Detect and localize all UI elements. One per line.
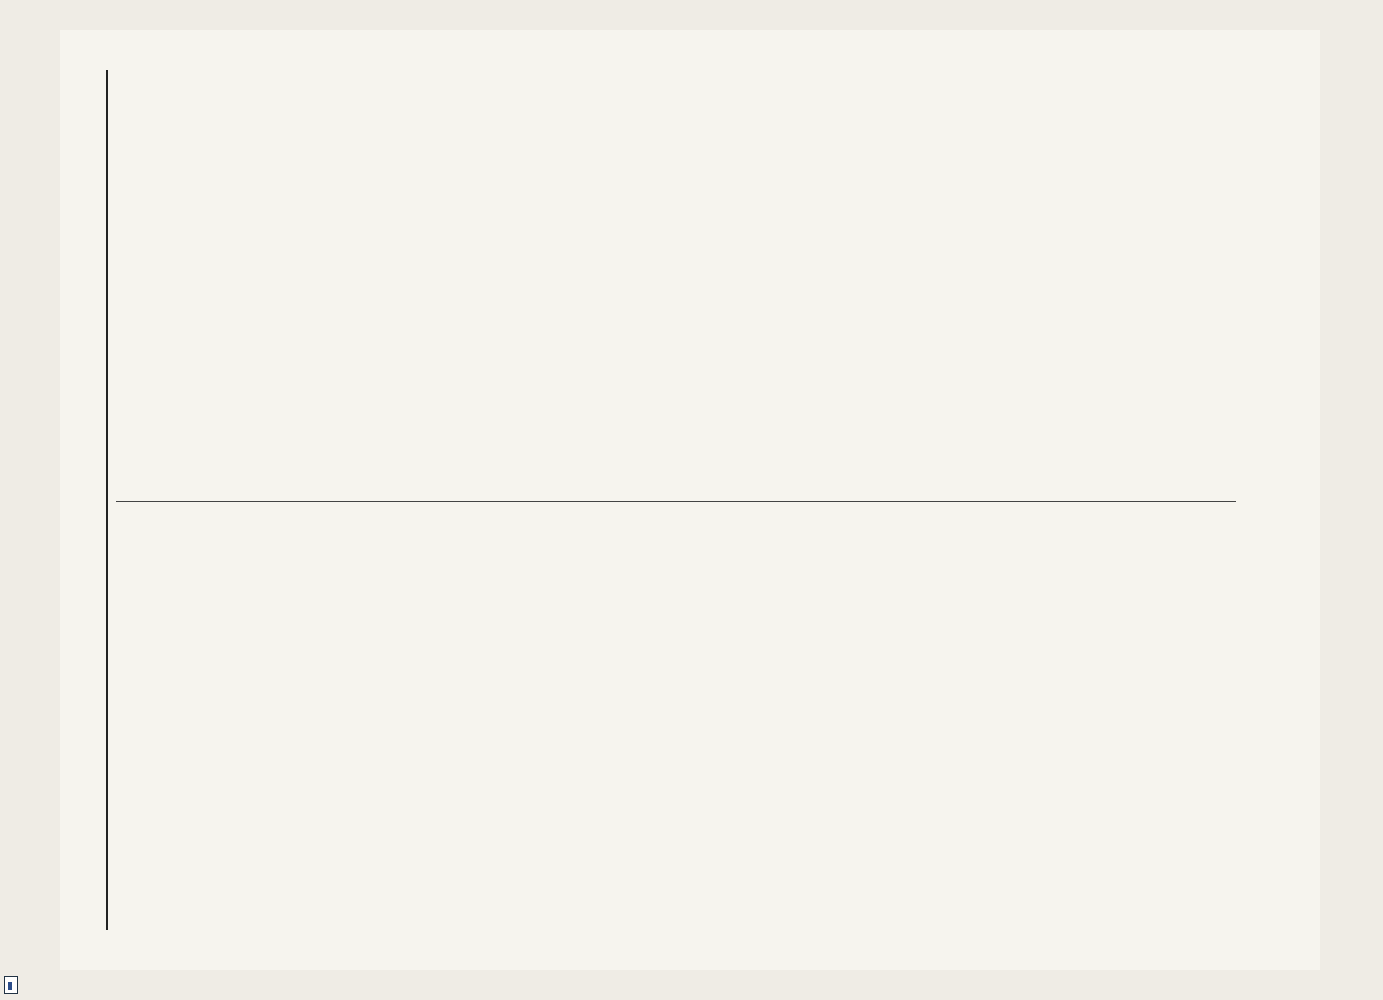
page-header (66, 70, 108, 930)
column-divider (116, 501, 1236, 502)
dfg-logo-icon (4, 976, 18, 994)
rotated-page-content (60, 30, 1320, 970)
document-page (60, 30, 1320, 970)
text-column-right (116, 70, 1266, 490)
digitization-sidebar (0, 0, 22, 1000)
page-footer (1260, 70, 1300, 930)
digitization-note (0, 0, 22, 1000)
text-column-left (116, 510, 1266, 930)
